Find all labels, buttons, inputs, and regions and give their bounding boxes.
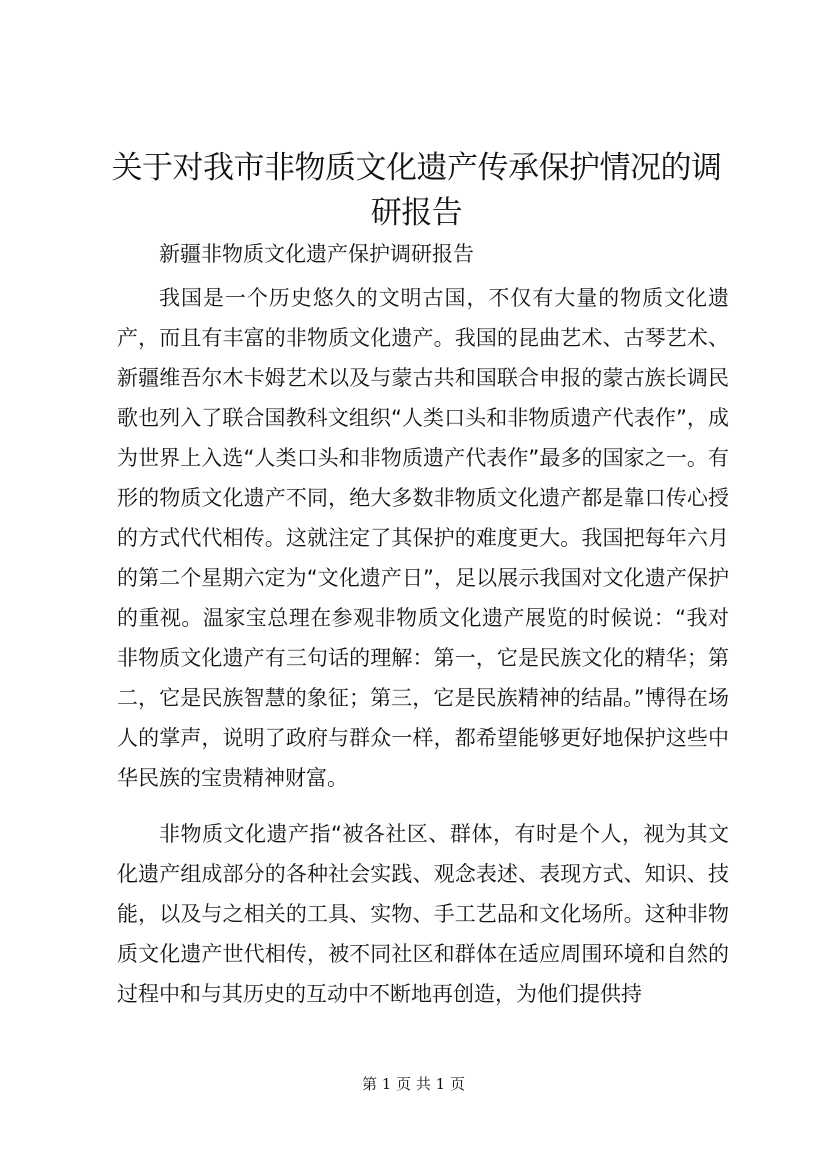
document-body xyxy=(117,234,729,1014)
document-subtitle: 新疆非物质文化遗产保护调研报告 xyxy=(159,242,474,266)
paragraph-1: 我国是一个历史悠久的文明古国，不仅有大量的物质文化遗产，而且有丰富的非物质文化遗产。我国的昆曲艺术、古琴艺术、新疆维吾尔木卡姆艺术以及与蒙古共和国联合申报的蒙古族长调民歌也列入了联合国教科文组织“人类口头和非物质遗产代表作”，成为世界上入选“人类口头和非物质遗产代表作”最多的国家之一。有形的物质文化遗产不同，绝大多数非物质文化遗产都是靠口传心授的方式代代相传。这就注定了其保护的难度更大。我国把每年六月的第二个星期六定为“文化遗产日”，足以展示我国对文化遗产保护的重视。温家宝总理在参观非物质文化遗产展览的时候说：“我对非物质文化遗产有三句话的理解：第一，它是民族文化的精华；第二，它是民族智慧的象征；第三，它是民族精神的结晶。”博得在场人的掌声，说明了政府与群众一样，都希望能够更好地保护这些中华民族的宝贵精神财富。 xyxy=(117,286,729,790)
page-footer: 第 1 页 共 1 页 xyxy=(362,1075,465,1093)
document-title: 关于对我市非物质文化遗产传承保护情况的调研报告 xyxy=(111,150,722,231)
paragraph-2: 非物质文化遗产指“被各社区、群体，有时是个人，视为其文化遗产组成部分的各种社会实践、观念表述、表现方式、知识、技能，以及与之相关的工具、实物、手工艺品和文化场所。这种非物质文化遗产世代相传，被不同社区和群体在适应周围环境和自然的过程中和与其历史的互动中不断地再创造，为他们提供持 xyxy=(117,822,729,1006)
